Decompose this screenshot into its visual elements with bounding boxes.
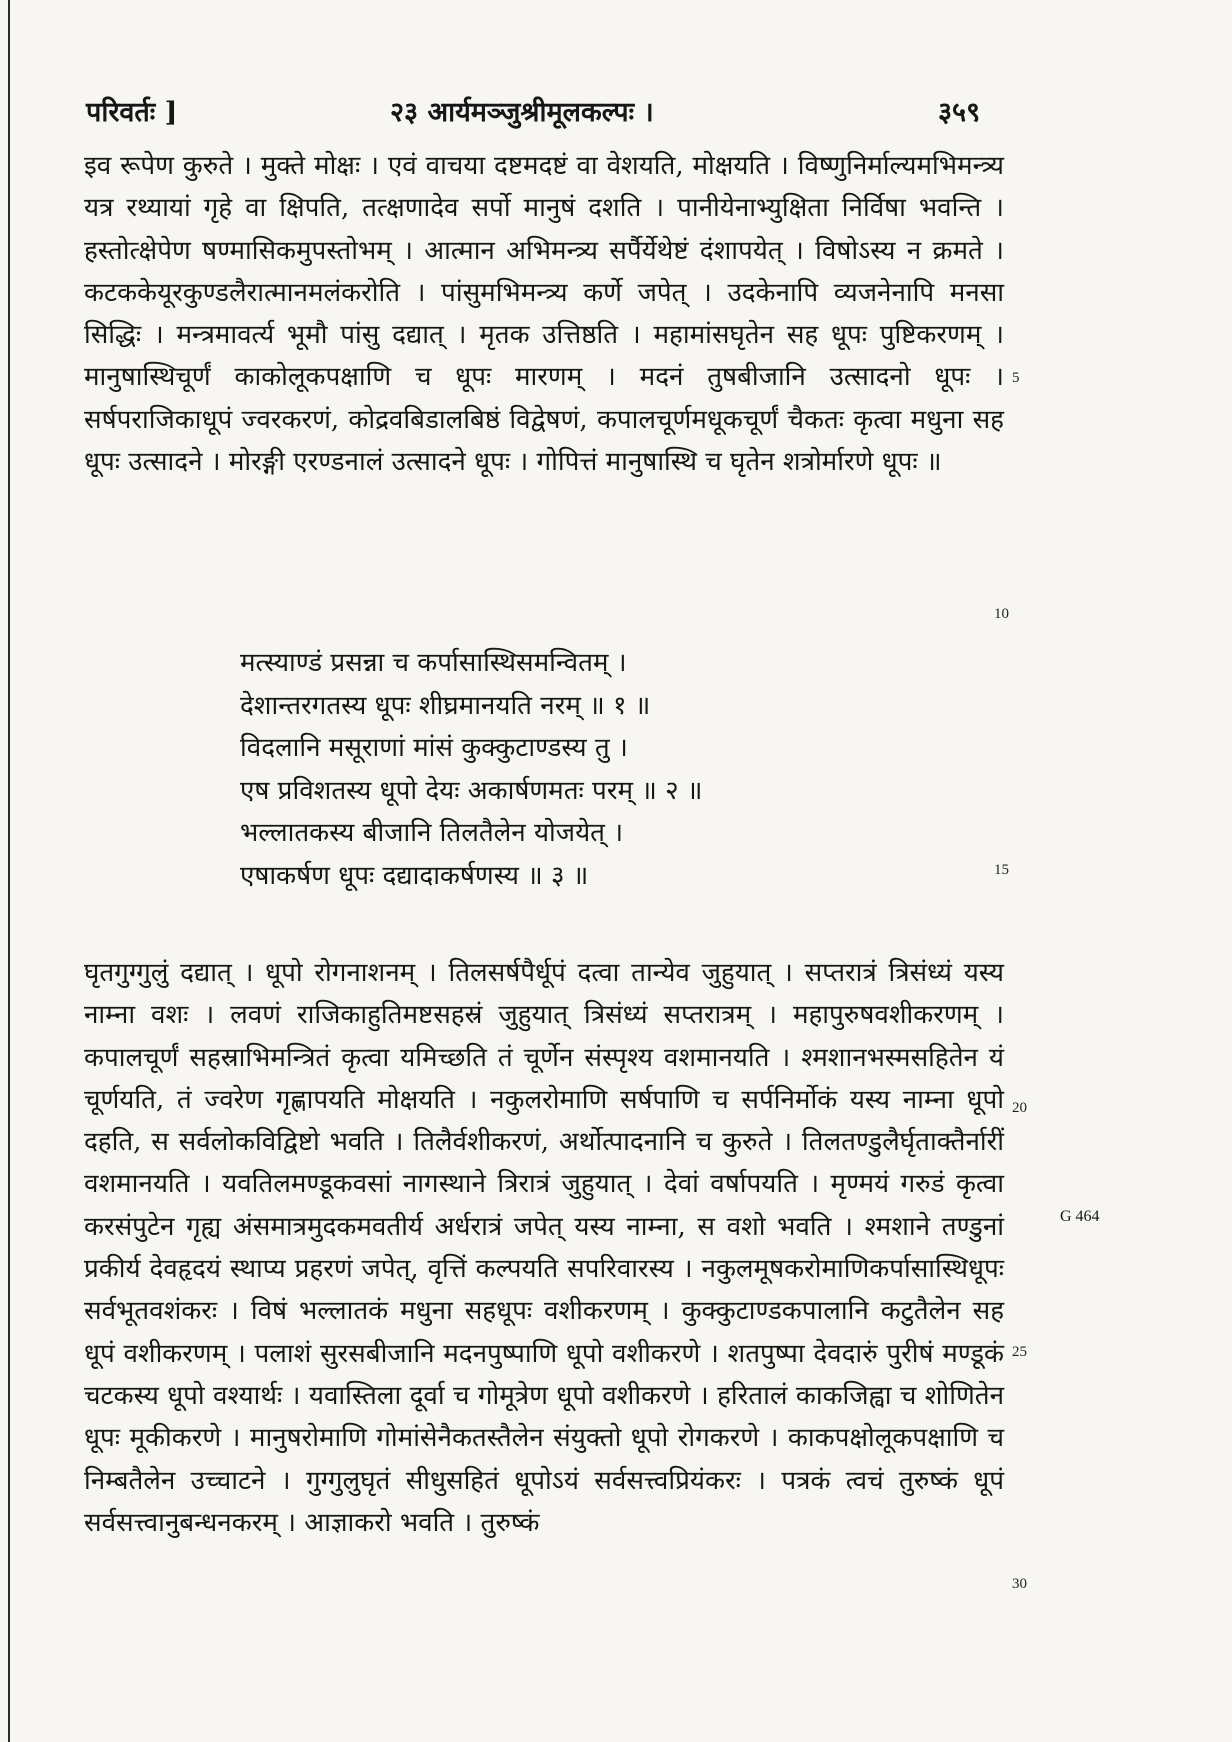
verse-line: देशान्तरगतस्य धूपः शीघ्रमानयति नरम् ॥ १ ॥ bbox=[240, 690, 651, 721]
header-section: परिवर्तः ] bbox=[86, 97, 178, 128]
verse-line: एषाकर्षण धूपः दद्यादाकर्षणस्य ॥ ३ ॥ bbox=[240, 860, 589, 891]
line-number: 5 bbox=[1012, 370, 1020, 386]
verse-line: मत्स्याण्डं प्रसन्ना च कर्पासास्थिसमन्वितम् । bbox=[240, 648, 627, 678]
verse-line: एष प्रविशतस्य धूपो देयः अकार्षणमतः परम् ॥ २ ॥ bbox=[240, 775, 703, 806]
line-number: 30 bbox=[1012, 1576, 1027, 1592]
margin-reference: G 464 bbox=[1060, 1208, 1100, 1225]
prose-paragraph-1: इव रूपेण कुरुते । मुक्ते मोक्षः । एवं वाचया दष्टमदष्टं वा वेशयति, मोक्षयति । विष्णुनिर्माल्यमभिमन्त्र्य यत्र रथ्यायां गृहे वा क्षिपति, तत्क्षणादेव सर्पो मानुषं दशति । पानीयेनाभ्युक्षिता निर्विषा भवन्ति । हस्तोत्क्षेपेण षण्मासिकमुपस्तोभम् । आत्मान अभिमन्त्र्य सर्पैर्येथेष्टं दंशापयेत् । विषोऽस्य न क्रमते । कटककेयूरकुण्डलैरात्मानमलंकरोति । पांसुमभिमन्त्र्य कर्णे जपेत् । उदकेनापि व्यजनेनापि मनसा सिद्धिः । मन्त्रमावर्त्य भूमौ पांसु दद्यात् । मृतक उत्तिष्ठति । महामांसघृतेन सह धूपः पुष्टिकरणम् । मानुषास्थिचूर्णं काकोलूकपक्षाणि च धूपः मारणम् । मदनं तुषबीजानि उत्सादनो धूपः । सर्षपराजिकाधूपं ज्वरकरणं, कोद्रवबिडालबिष्ठं विद्वेषणं, कपालचूर्णमधूकचूर्णं चैकतः कृत्वा मधुना सह धूपः उत्सादने । मोरङ्गी एरण्डनालं उत्सादने धूपः । गोपित्तं मानुषास्थि च घृतेन शत्रोर्मारणे धूपः ॥ bbox=[84, 151, 1004, 478]
prose-block-1 bbox=[84, 145, 1004, 483]
verse-line: भल्लातकस्य बीजानि तिलतैलेन योजयेत् । bbox=[240, 818, 624, 848]
prose-paragraph-2: घृतगुग्गुलुं दद्यात् । धूपो रोगनाशनम् । तिलसर्षपैर्धूपं दत्वा तान्येव जुहुयात् । सप्तरात्रं त्रिसंध्यं यस्य नाम्ना वशः । लवणं राजिकाहुतिमष्टसहस्रं जुहुयात् त्रिसंध्यं सप्तरात्रम् । महापुरुषवशीकरणम् । कपालचूर्णं सहस्राभिमन्त्रितं कृत्वा यमिच्छति तं चूर्णेन संस्पृश्य वशमानयति । श्मशानभस्मसहितेन यं चूर्णयति, तं ज्वरेण गृह्णापयति मोक्षयति । नकुलरोमाणि सर्षपाणि च सर्पनिर्मोकं यस्य नाम्ना धूपो दहति, स सर्वलोकविद्विष्टो भवति । तिलैर्वशीकरणं, अर्थोत्पादनानि च कुरुते । तिलतण्डुलैर्घृताक्तैर्नारीं वशमानयति । यवतिलमण्डूकवसां नागस्थाने त्रिरात्रं जुहुयात् । देवां वर्षापयति । मृण्मयं गरुडं कृत्वा करसंपुटेन गृह्य अंसमात्रमुदकमवतीर्य अर्धरात्रं जपेत् यस्य नाम्ना, स वशो भवति । श्मशाने तण्डुनां प्रकीर्य देवहृदयं स्थाप्य प्रहरणं जपेत्, वृत्तिं कल्पयति सपरिवारस्य । नकुलमूषकरोमाणिकर्पासास्थिधूपः सर्वभूतवशंकरः । विषं भल्लातकं मधुना सहधूपः वशीकरणम् । कुक्कुटाण्डकपालानि कटुतैलेन सह धूपं वशीकरणम् । पलाशं सुरसबीजानि मदनपुष्पाणि धूपो वशीकरणे । शतपुष्पा देवदारुं पुरीषं मण्डूकं चटकस्य धूपो वश्यार्थः । यवास्तिला दूर्वा च गोमूत्रेण धूपो वशीकरणे । हरितालं काकजिह्वा च शोणितेन धूपः मूकीकरणे । मानुषरोमाणि गोमांसेनैकतस्तैलेन संयुक्तो धूपो रोगकरणे । काकपक्षोलूकपक्षाणि च निम्बतैलेन उच्चाटने । गुग्गुलुघृतं सीधुसहितं धूपोऽयं सर्वसत्त्वप्रियंकरः । पत्रकं त्वचं तुरुष्कं धूपं सर्वसत्त्वानुबन्धनकरम् । आज्ञाकरो भवति । तुरुष्कं bbox=[84, 958, 1004, 1538]
running-header bbox=[0, 92, 1232, 132]
page-edge-rule bbox=[8, 0, 10, 1742]
header-title: २३ आर्यमञ्जुश्रीमूलकल्पः । bbox=[390, 97, 654, 128]
prose-block-2 bbox=[84, 952, 1004, 1544]
line-number: 20 bbox=[1012, 1100, 1027, 1116]
page-number: ३५९ bbox=[938, 97, 981, 128]
verse-line: विदलानि मसूराणां मांसं कुक्कुटाण्डस्य तु । bbox=[240, 733, 628, 763]
line-number: 15 bbox=[994, 862, 1009, 878]
line-number: 10 bbox=[994, 606, 1009, 622]
line-number: 25 bbox=[1012, 1344, 1027, 1360]
verse-block bbox=[240, 642, 702, 897]
